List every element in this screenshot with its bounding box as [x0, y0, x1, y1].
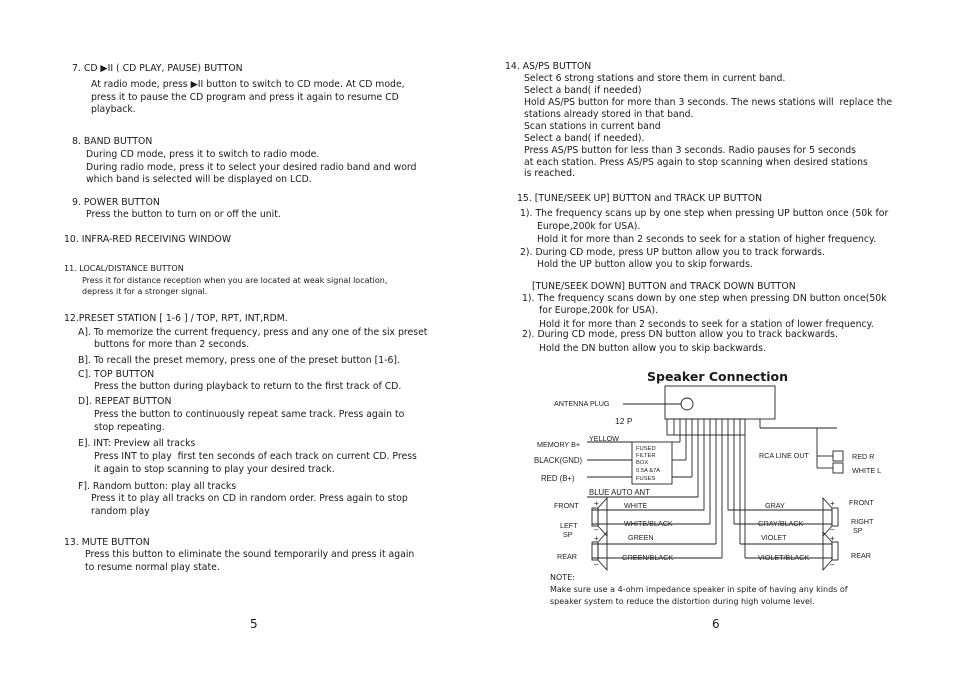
diagram-title: Speaker Connection: [647, 369, 789, 384]
connector-12p: [667, 419, 745, 435]
wire-violet-black-label: VIOLET/BLACK: [758, 553, 810, 562]
fuse-box-line: BOX: [636, 460, 649, 466]
section-15-line: 1). The frequency scans up by one step when pressing UP button once (50k for: [520, 208, 889, 219]
rear-left-label: REAR: [557, 552, 577, 561]
right-page: [477, 0, 954, 676]
section-14-line: Press AS/PS button for less than 3 seconds. Radio pauses for 5 seconds: [524, 145, 856, 156]
section-13-line: Press this button to eliminate the sound temporarily and press it again: [85, 549, 415, 560]
rca-red-label: RED R: [852, 452, 875, 461]
right-sp-label: SP: [853, 526, 863, 535]
section-12d-line: stop repeating.: [94, 422, 165, 433]
antenna-plug-label: ANTENNA PLUG: [554, 399, 610, 408]
page-number: 5: [250, 617, 258, 631]
section-12-title: 12.PRESET STATION [ 1-6 ] / TOP, RPT, INT,RDM.: [64, 313, 288, 324]
rear-right-label: REAR: [851, 551, 871, 560]
note-line: Make sure use a 4-ohm impedance speaker in spite of having any kinds of: [550, 585, 848, 594]
section-15b-line: Hold it for more than 2 seconds to seek for a station of lower frequency.: [539, 319, 874, 330]
section-12f-title: F]. Random button: play all tracks: [78, 481, 237, 492]
section-7-line: playback.: [91, 104, 136, 115]
wire-green-black-label: GREEN/BLACK: [622, 553, 674, 562]
left-sp-label: LEFT: [560, 521, 578, 530]
section-8-line: During CD mode, press it to switch to radio mode.: [86, 149, 320, 160]
polarity-minus: –: [594, 525, 599, 534]
section-7-title: 7. CD ▶II ( CD PLAY, PAUSE) BUTTON: [72, 63, 243, 74]
wire-gray-black-label: GRAY/BLACK: [758, 519, 804, 528]
polarity-plus: +: [594, 534, 599, 543]
section-12a-line: buttons for more than 2 seconds.: [94, 339, 250, 350]
section-12e-title: E]. INT: Preview all tracks: [78, 438, 196, 449]
wire-violet-label: VIOLET: [761, 533, 787, 542]
section-14-title: 14. AS/PS BUTTON: [505, 61, 592, 72]
wire-white-black-label: WHITE/BLACK: [624, 519, 673, 528]
section-9-line: Press the button to turn on or off the unit.: [86, 209, 281, 220]
wire-white-label: WHITE: [624, 501, 648, 510]
section-8-line: which band is selected will be displayed on LCD.: [86, 174, 312, 185]
rca-red-plug: [833, 451, 843, 461]
section-13-line: to resume normal play state.: [85, 562, 220, 573]
section-12e-line: it again to stop scanning to play your desired track.: [94, 464, 335, 475]
wire-green-label: GREEN: [628, 533, 654, 542]
section-15b-title: [TUNE/SEEK DOWN] BUTTON and TRACK DOWN BUTTON: [532, 281, 796, 292]
yellow-label: YELLOW: [589, 434, 619, 443]
section-15b-line: 2). During CD mode, press DN button allow you to track backwards.: [522, 329, 838, 340]
section-8-title: 8. BAND BUTTON: [72, 136, 153, 147]
front-right-label: FRONT: [849, 498, 874, 507]
polarity-plus: +: [830, 534, 835, 543]
note-line: speaker system to reduce the distortion during high volume level.: [550, 597, 815, 606]
section-12c-title: C]. TOP BUTTON: [78, 369, 155, 380]
section-15-title: 15. [TUNE/SEEK UP] BUTTON and TRACK UP BUTTON: [517, 193, 763, 204]
section-15b-line: for Europe,200k for USA).: [539, 305, 659, 316]
section-14-line: Hold AS/PS button for more than 3 seconds. The news stations will replace the: [524, 97, 893, 108]
section-14-line: at each station. Press AS/PS again to stop scanning when desired stations: [524, 157, 868, 168]
blue-label: BLUE AUTO ANT: [589, 488, 650, 497]
section-11-title: 11. LOCAL/DISTANCE BUTTON: [64, 264, 184, 273]
section-14-line: Select a band( if needed): [524, 85, 642, 96]
polarity-minus: –: [594, 560, 599, 569]
section-12e-line: Press INT to play first ten seconds of each track on current CD. Press: [94, 451, 417, 462]
polarity-minus: –: [830, 525, 835, 534]
rca-white-plug: [833, 463, 843, 473]
section-12c-line: Press the button during playback to return to the first track of CD.: [94, 381, 402, 392]
polarity-plus: +: [830, 499, 835, 508]
section-15-line: Hold the UP button allow you to skip forwards.: [537, 259, 753, 270]
wire-gray-label: GRAY: [765, 501, 785, 510]
page-number: 6: [712, 617, 720, 631]
section-12b-line: B]. To recall the preset memory, press one of the preset button [1-6].: [78, 355, 400, 366]
section-8-line: During radio mode, press it to select your desired radio band and word: [86, 162, 417, 173]
antenna-plug-icon: [681, 398, 693, 410]
section-15b-line: 1). The frequency scans down by one step when pressing DN button once(50k: [522, 293, 887, 304]
section-11-line: depress it for a stronger signal.: [82, 287, 208, 296]
section-15-line: Hold it for more than 2 seconds to seek for a station of higher frequency.: [537, 234, 877, 245]
section-7-line: At radio mode, press ▶II button to switch to CD mode. At CD mode,: [91, 79, 405, 90]
section-13-title: 13. MUTE BUTTON: [64, 537, 150, 548]
section-15b-line: Hold the DN button allow you to skip backwards.: [539, 343, 766, 354]
section-12f-line: Press it to play all tracks on CD in random order. Press again to stop: [91, 493, 408, 504]
red-b-label: RED (B+): [541, 474, 575, 483]
fuse-box-line: FILTER: [636, 453, 656, 459]
section-15-line: Europe,200k for USA).: [537, 221, 641, 232]
section-14-line: Select a band( if needed).: [524, 133, 645, 144]
right-sp-label: RIGHT: [851, 517, 874, 526]
section-9-title: 9. POWER BUTTON: [72, 197, 160, 208]
section-15-line: 2). During CD mode, press UP button allow you to track forwards.: [520, 247, 825, 258]
section-14-line: Select 6 strong stations and store them in current band.: [524, 73, 786, 84]
section-14-line: is reached.: [524, 168, 575, 179]
section-14-line: Scan stations in current band: [524, 121, 661, 132]
section-11-line: Press it for distance reception when you are located at weak signal location,: [82, 276, 388, 285]
front-left-label: FRONT: [554, 501, 579, 510]
section-10-title: 10. INFRA-RED RECEIVING WINDOW: [64, 234, 232, 245]
fuse-box-line: 0.5A &7A: [636, 468, 661, 474]
left-sp-label: SP: [563, 530, 573, 539]
fuse-box-line: FUSED: [636, 446, 656, 452]
rca-white-label: WHITE L: [852, 466, 882, 475]
rca-label: RCA LINE OUT: [759, 451, 809, 460]
section-12a-line: A]. To memorize the current frequency, press and any one of the six preset: [78, 327, 428, 338]
ground-label: BLACK(GND): [534, 456, 583, 465]
section-12d-line: Press the button to continuously repeat same track. Press again to: [94, 409, 405, 420]
section-12d-title: D]. REPEAT BUTTON: [78, 396, 172, 407]
section-14-line: stations already stored in that band.: [524, 109, 694, 120]
note-title: NOTE:: [550, 573, 575, 582]
pins-label: 12 P: [615, 416, 633, 426]
section-7-line: press it to pause the CD program and press it again to resume CD: [91, 92, 399, 103]
fuse-box-line: FUSES: [636, 476, 656, 482]
section-12f-line: random play: [91, 506, 150, 517]
memory-label: MEMORY B+: [537, 440, 581, 449]
connector-pins: [674, 419, 740, 435]
polarity-plus: +: [594, 499, 599, 508]
polarity-minus: –: [830, 560, 835, 569]
